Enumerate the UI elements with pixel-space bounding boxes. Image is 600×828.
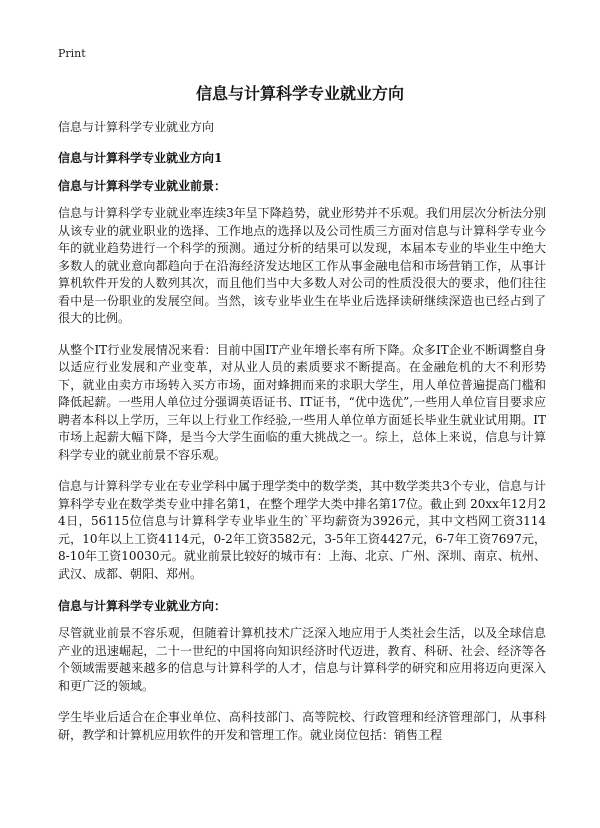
paragraph-it-industry: 从整个IT行业发展情况来看：目前中国IT产业年增长率有所下降。众多IT企业不断调整自身以适应行业发展和产业变革，对从业人员的素质要求不断提高。在金融危机的大不利形势下，就业由卖方市场转入买方市场，面对蜂拥而来的求职大学生，用人单位普遍提高门槛和降低起薪。一些用人单位过分强调英语证书、IT证书，“优中选优”,一些用人单位盲目要求应聘者本科以上学历，三年以上行业工作经验,一些用人单位单方面延长毕业生就业试用期。IT市场上起薪大幅下降，是当今大学生面临的重大挑战之一。综上，总体上来说，信息与计算科学专业的就业前景不容乐观。: [58, 342, 546, 462]
article-subtitle: 信息与计算科学专业就业方向: [58, 120, 215, 134]
paragraph-outlook: 尽管就业前景不容乐观，但随着计算机技术广泛深入地应用于人类社会生活，以及全球信息产业的迅速崛起，二十一世纪的中国将向知识经济时代迈进，教育、科研、社会、经济等各个领域需要越来越多的信息与计算科学的人才，信息与计算科学的研究和应用将迈向更深入和更广泛的领域。: [58, 626, 546, 693]
article-body: [58, 118, 546, 758]
paragraph-employment-trend: 信息与计算科学专业就业率连续3年呈下降趋势，就业形势并不乐观。我们用层次分析法分别从该专业的就业职业的选择、工作地点的选择以及公司性质三方面对信息与计算科学专业今年的就业趋势进行一个科学的预测。通过分析的结果可以发现，本届本专业的毕业生中绝大多数人的就业意向都趋向于在沿海经济发达地区工作从事金融电信和市场营销工作，从事计算机软件开发的人数列其次，而且他们当中大多数人对公司的性质没很大的要求，他们往往看中是一份职业的发展空间。当然，该专业毕业生在毕业后选择读研继续深造也已经占到了很大的比例。: [58, 206, 546, 325]
section-heading-directions: 信息与计算科学专业就业方向：: [58, 599, 227, 613]
section-heading-prospects: 信息与计算科学专业就业前景：: [58, 179, 227, 193]
page-title: 信息与计算科学专业就业方向: [195, 84, 404, 103]
paragraph-career-paths: 学生毕业后适合在企事业单位、高科技部门、高等院校、行政管理和经济管理部门，从事科研，教学和计算机应用软件的开发和管理工作。就业岗位包括：销售工程: [58, 710, 546, 742]
paragraph-salary-ranking: 信息与计算科学专业在专业学科中属于理学类中的数学类，其中数学类共3个专业，信息与计算科学专业在数学类专业中排名第1，在整个理学大类中排名第17位。截止到 20xx年12月24日，56115位信息与计算科学专业毕业生的`平均薪资为3926元，其中文档网工资3114元，10年以上工资4114元，0-2年工资3582元，3-5年工资4427元，6-7年工资7697元，8-10年工资10030元。就业前景比较好的城市有：上海、北京、广州、深圳、南京、杭州、武汉、成都、朝阳、郑州。: [58, 479, 546, 581]
section-heading-direction-1: 信息与计算科学专业就业方向1: [58, 151, 223, 165]
print-link[interactable]: Print: [58, 47, 86, 60]
